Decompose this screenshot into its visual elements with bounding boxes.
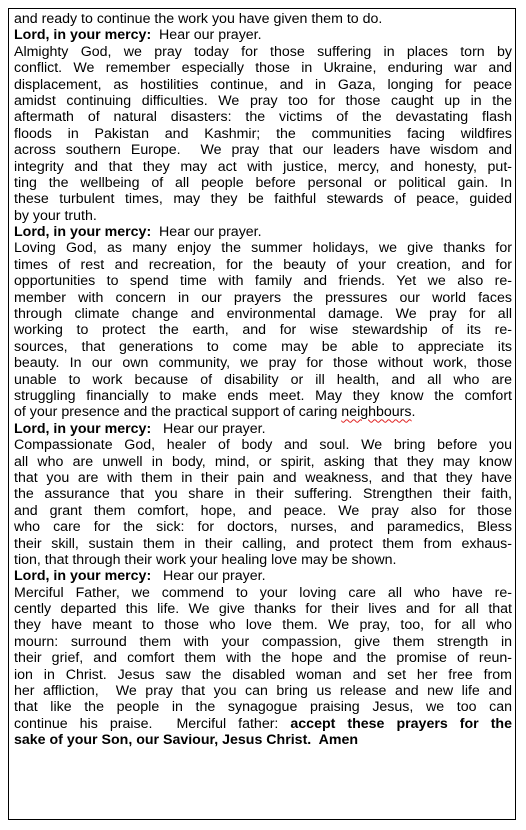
text-run: amidst continuing difficulties. We pray too for those caught up in the	[14, 92, 512, 109]
text-line	[14, 388, 512, 404]
text-line	[14, 175, 512, 191]
text-line	[14, 421, 512, 437]
text-run: Compassionate God, healer of body and soul. We bring before you	[14, 437, 512, 454]
text-line	[14, 240, 512, 256]
text-line	[14, 437, 512, 453]
prayer-paragraph	[14, 240, 512, 420]
text-run: and ready to continue the work you have given them to do.	[14, 11, 383, 27]
text-line	[14, 634, 512, 650]
text-run: that you are with them in their pain and weakness, and that they have	[14, 469, 512, 486]
text-line	[14, 191, 512, 207]
text-run: .	[411, 404, 416, 421]
spellcheck-flagged-word: neighbours	[341, 404, 412, 421]
text-line	[14, 716, 512, 732]
text-run: cently departed this life. We give thanks for their lives and for all that	[14, 601, 512, 618]
text-run: they have meant to those who love them. We pray, too, for all who	[14, 617, 512, 634]
text-run: their skill, sustain them in their calling, and protect them from exhaus-	[14, 535, 512, 552]
text-line	[14, 404, 512, 420]
text-line	[14, 257, 512, 273]
text-line	[14, 44, 512, 60]
bold-text-run: Lord, in your mercy:	[14, 27, 152, 44]
text-line	[14, 290, 512, 306]
text-run: beauty. In our own community, we pray for those without work, those	[14, 355, 512, 372]
text-line	[14, 470, 512, 486]
text-run: mourn: surround them with your compassion, give them strength in	[14, 633, 512, 650]
text-run: the assurance that you share in their suffering. Strengthen their faith,	[14, 486, 512, 503]
text-line	[14, 552, 512, 568]
text-line	[14, 224, 512, 240]
text-run: struggling financially to make ends meet. May they know the comfort	[14, 387, 512, 404]
prayer-paragraph	[14, 44, 512, 224]
document-frame	[8, 8, 516, 820]
text-run: of your presence and the practical support of caring	[14, 404, 342, 421]
text-run: integrity and that they may act with justice, mercy, and honesty, put-	[14, 158, 512, 175]
text-run: displacement, as hostilities continue, and in Gaza, longing for peace	[14, 76, 512, 93]
bold-text-run: Lord, in your mercy:	[14, 420, 152, 437]
text-run: that like the people in the synagogue praising Jesus, we too can	[14, 699, 512, 716]
text-line	[14, 683, 512, 699]
text-line	[14, 109, 512, 125]
text-run: member with concern in our prayers the pressures our world faces	[14, 289, 512, 306]
text-line	[14, 585, 512, 601]
text-run: Hear our prayer.	[151, 27, 262, 44]
text-line	[14, 126, 512, 142]
text-run: aftermath of natural disasters: the victims of the devastating flash	[14, 109, 512, 126]
text-line	[14, 93, 512, 109]
text-run: her affliction, We pray that you can bring us release and new life and	[14, 683, 512, 700]
text-line	[14, 667, 512, 683]
text-run: conflict. We remember especially those in Ukraine, enduring war and	[14, 60, 512, 77]
text-run: Hear our prayer.	[151, 420, 266, 437]
bold-text-run: Lord, in your mercy:	[14, 224, 152, 241]
text-line	[14, 60, 512, 76]
prayer-paragraph	[14, 437, 512, 568]
prayer-paragraph	[14, 568, 512, 584]
prayer-paragraph	[14, 421, 512, 437]
text-run: sources, that generations to come may be able to appreciate its	[14, 338, 512, 355]
text-line	[14, 27, 512, 43]
text-line	[14, 159, 512, 175]
text-line	[14, 208, 512, 224]
text-run: across southern Europe. We pray that our leaders have wisdom and	[14, 142, 512, 159]
text-run: their grief, and comfort them with the hope and the promise of reun-	[14, 650, 512, 667]
prayer-paragraph	[14, 11, 512, 27]
text-run: tion, that through their work your healing love may be shown.	[14, 551, 397, 568]
text-run: opportunities to spend time with family and friends. Yet we also re-	[14, 273, 512, 290]
text-line	[14, 699, 512, 715]
text-run: Hear our prayer.	[151, 224, 262, 241]
text-run: through climate change and environmental damage. We pray for all	[14, 306, 512, 323]
text-run: who care for the sick: for doctors, nurses, and paramedics, Bless	[14, 519, 512, 536]
text-line	[14, 486, 512, 502]
text-run: continue his praise. Merciful father:	[14, 715, 291, 732]
text-line	[14, 372, 512, 388]
text-run: these turbulent times, may they be faithful stewards of peace, guided	[14, 191, 512, 208]
text-line	[14, 142, 512, 158]
text-line	[14, 322, 512, 338]
text-run: Loving God, as many enjoy the summer holidays, we give thanks for	[14, 240, 512, 257]
text-run: ting the wellbeing of all people before personal or political gain. In	[14, 174, 512, 191]
bold-text-run: accept these prayers for the	[290, 715, 512, 732]
text-run: by your truth.	[14, 207, 97, 224]
text-line	[14, 601, 512, 617]
text-line	[14, 454, 512, 470]
text-line	[14, 503, 512, 519]
text-line	[14, 536, 512, 552]
text-line	[14, 568, 512, 584]
bold-text-run: sake of your Son, our Saviour, Jesus Christ. Amen	[14, 732, 359, 749]
bold-text-run: Lord, in your mercy:	[14, 568, 152, 585]
text-line	[14, 732, 512, 748]
prayer-paragraph	[14, 27, 512, 43]
text-run: unable to work because of disability or ill health, and all who are	[14, 371, 512, 388]
prayer-paragraph	[14, 585, 512, 749]
text-run: Merciful Father, we commend to your loving care all who have re-	[14, 584, 512, 601]
text-run: ion in Christ. Jesus saw the disabled woman and set her free from	[14, 666, 512, 683]
text-line	[14, 77, 512, 93]
text-line	[14, 306, 512, 322]
prayer-text	[14, 11, 512, 749]
text-run: Hear our prayer.	[151, 568, 266, 585]
text-run: all who are unwell in body, mind, or spirit, asking that they may know	[14, 453, 512, 470]
text-run: times of rest and recreation, for the beauty of your creation, and for	[14, 256, 512, 273]
text-line	[14, 519, 512, 535]
text-line	[14, 617, 512, 633]
text-run: and grant them comfort, hope, and peace. We pray also for those	[14, 502, 512, 519]
text-line	[14, 355, 512, 371]
text-run: working to protect the earth, and for wise stewardship of its re-	[14, 322, 512, 339]
text-run: floods in Pakistan and Kashmir; the communities facing wildfires	[14, 125, 512, 142]
text-line	[14, 339, 512, 355]
text-run: Almighty God, we pray today for those suffering in places torn by	[14, 43, 512, 60]
text-line	[14, 650, 512, 666]
text-line	[14, 11, 512, 27]
prayer-paragraph	[14, 224, 512, 240]
text-line	[14, 273, 512, 289]
